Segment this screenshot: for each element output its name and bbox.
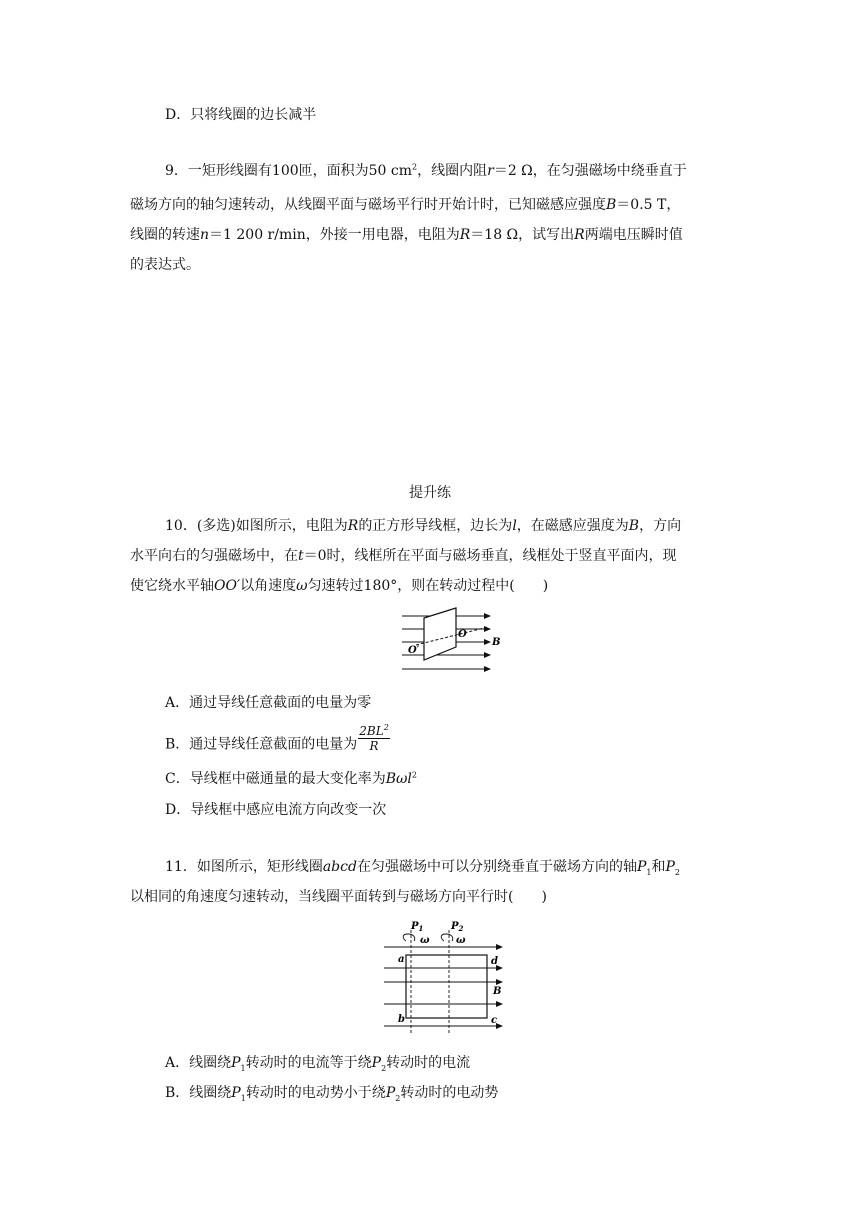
subscript: 2 bbox=[395, 1093, 401, 1103]
var-abcd: abcd bbox=[322, 859, 357, 875]
q10-text: ，方向 bbox=[639, 518, 682, 534]
var-P1: P bbox=[636, 859, 647, 875]
q11-figure bbox=[380, 920, 506, 1038]
subscript: 2 bbox=[381, 1063, 387, 1073]
numerator-exponent: 2 bbox=[383, 723, 389, 732]
axis-OO: OO′ bbox=[214, 578, 241, 594]
q11-text: 在匀强磁场中可以分别绕垂直于磁场方向的轴 bbox=[356, 859, 637, 875]
label-a: a bbox=[398, 954, 405, 965]
var-omega: ω bbox=[296, 578, 308, 594]
q11-option-text: 转动时的电流等于绕 bbox=[245, 1055, 372, 1071]
q9-line-4: 的表达式。 bbox=[130, 257, 200, 273]
q9-text: ＝2 Ω，在匀强磁场中绕垂直于 bbox=[493, 163, 687, 179]
q11-line-2: 以相同的角速度匀速转动，当线圈平面转到与磁场方向平行时( ) bbox=[130, 889, 547, 905]
q10-text: 的正方形导线框，边长为 bbox=[358, 518, 513, 534]
q10-text: ，在磁感应强度为 bbox=[516, 518, 629, 534]
var-R: R bbox=[574, 227, 585, 243]
q11-option-b bbox=[165, 1084, 498, 1102]
q10-option-a: A．通过导线任意截面的电量为零 bbox=[165, 695, 372, 711]
var-P2: P bbox=[665, 859, 675, 875]
var-B: B bbox=[628, 518, 640, 534]
label-B: B bbox=[493, 986, 502, 997]
rotation-arrow-p1 bbox=[403, 934, 415, 941]
label-p1: $P_1$ bbox=[411, 921, 424, 933]
q9-line-1 bbox=[165, 162, 687, 180]
q10-line-1 bbox=[165, 517, 681, 535]
q9-text: ＝0.5 T， bbox=[616, 197, 681, 213]
q11-option-text: 转动时的电动势小于绕 bbox=[245, 1085, 386, 1101]
var-n: n bbox=[200, 227, 210, 243]
expr-Bwl: Bωl bbox=[385, 771, 412, 787]
numerator-text: 2BL bbox=[359, 724, 384, 738]
unit-exponent: 2 bbox=[412, 162, 418, 172]
q9-line-3 bbox=[130, 226, 683, 244]
q10-text: (多选)如图所示，电阻为 bbox=[196, 518, 348, 534]
q10-text: 匀速转过180°，则在转动过程中( ) bbox=[307, 578, 549, 594]
label-omega-1: ω bbox=[420, 935, 430, 946]
option-d-q8: D．只将线圈的边长减半 bbox=[165, 107, 317, 123]
q10-text: 水平向右的匀强磁场中，在 bbox=[130, 548, 298, 564]
q9-text: ，线圈内阻 bbox=[417, 163, 488, 179]
q9-number: 9． bbox=[165, 163, 188, 179]
label-c: c bbox=[491, 1015, 498, 1026]
label-O: O bbox=[458, 629, 467, 640]
fraction bbox=[358, 724, 390, 753]
label-p2: $P_2$ bbox=[451, 921, 464, 933]
subscript: 1 bbox=[646, 867, 652, 877]
q10-option-b-text: B．通过导线任意截面的电量为 bbox=[165, 736, 358, 753]
q11-number: 11． bbox=[165, 859, 197, 875]
q9-line-2 bbox=[130, 196, 680, 214]
q10-option-c bbox=[165, 770, 417, 788]
q9-text: ＝18 Ω，试写出 bbox=[470, 227, 575, 243]
q9-text: 一矩形线圈有100匝，面积为50 cm bbox=[187, 163, 413, 179]
label-B: B bbox=[492, 637, 501, 648]
q10-option-b bbox=[165, 723, 390, 759]
q10-option-c-text: C．导线框中磁通量的最大变化率为 bbox=[165, 771, 386, 787]
q11-option-text: B．线圈绕 bbox=[165, 1085, 232, 1101]
q11-option-text: 转动时的电动势 bbox=[400, 1085, 499, 1101]
expr-exponent: 2 bbox=[411, 770, 417, 780]
q9-text: ＝1 200 r/min，外接一用电器，电阻为 bbox=[209, 227, 460, 243]
label-d: d bbox=[491, 956, 498, 967]
var-l: l bbox=[512, 518, 517, 534]
q9-text: 磁场方向的轴匀速转动，从线圈平面与磁场平行时开始计时，已知磁感应强度 bbox=[130, 197, 606, 213]
subscript: 1 bbox=[240, 1093, 246, 1103]
q10-number: 10． bbox=[165, 518, 197, 534]
q9-text: 两端电压瞬时值 bbox=[584, 227, 683, 243]
q11-option-text: 转动时的电流 bbox=[386, 1055, 471, 1071]
q9-text: 线圈的转速 bbox=[130, 227, 200, 243]
subscript: 2 bbox=[674, 867, 680, 877]
var-P1: P bbox=[231, 1085, 241, 1101]
label-b: b bbox=[398, 1014, 405, 1025]
q11-option-a bbox=[165, 1054, 470, 1072]
q10-text: ＝0时，线框所在平面与磁场垂直，线框处于竖直平面内，现 bbox=[303, 548, 677, 564]
q10-text: 使它绕水平轴 bbox=[130, 578, 214, 594]
var-R: R bbox=[347, 518, 359, 534]
q10-option-d: D．导线框中感应电流方向改变一次 bbox=[165, 802, 387, 818]
label-omega-2: ω bbox=[456, 935, 466, 946]
rotation-arrow-p2 bbox=[441, 934, 453, 941]
var-P1: P bbox=[231, 1055, 241, 1071]
fraction-numerator bbox=[358, 724, 390, 739]
q11-text: 如图所示，矩形线圈 bbox=[196, 859, 323, 875]
var-P2: P bbox=[385, 1085, 396, 1101]
subscript: 1 bbox=[240, 1063, 246, 1073]
q10-line-3 bbox=[130, 577, 548, 595]
q10-text: 以角速度 bbox=[240, 578, 297, 594]
var-t: t bbox=[298, 548, 304, 564]
fraction-denominator: R bbox=[369, 739, 379, 753]
section-title: 提升练 bbox=[409, 485, 451, 501]
label-O-prime: O′ bbox=[408, 645, 420, 656]
q10-figure bbox=[398, 605, 504, 677]
q11-option-text: A．线圈绕 bbox=[165, 1055, 232, 1071]
var-R: R bbox=[459, 227, 471, 243]
var-P2: P bbox=[371, 1055, 382, 1071]
var-B: B bbox=[606, 197, 617, 213]
q11-line-1 bbox=[165, 858, 680, 876]
var-r: r bbox=[487, 163, 494, 179]
rectangular-coil bbox=[406, 955, 487, 1018]
q11-text: 和 bbox=[651, 859, 666, 875]
q10-line-2 bbox=[130, 547, 677, 565]
